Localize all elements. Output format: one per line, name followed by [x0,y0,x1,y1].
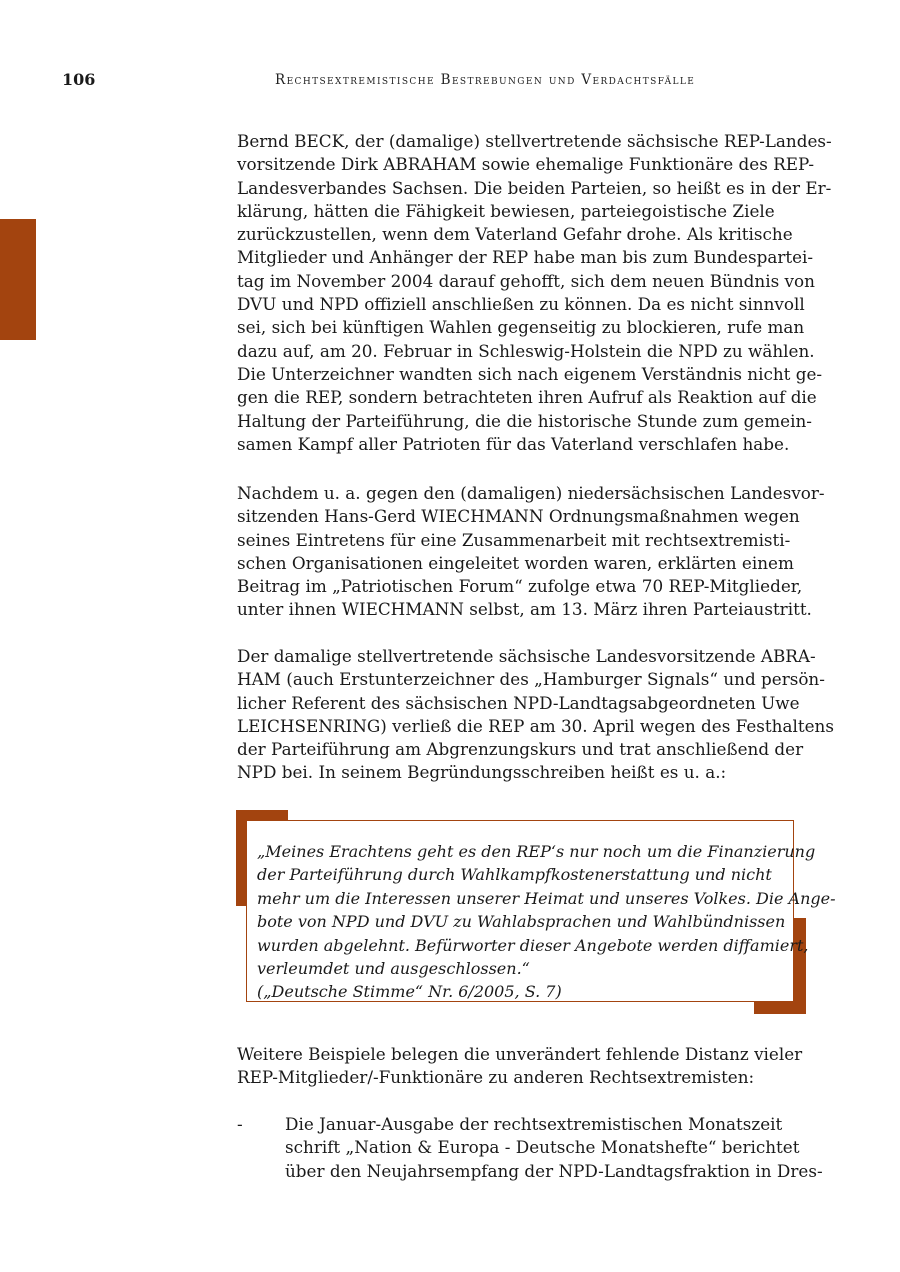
text-line: tag im November 2004 darauf gehofft, sich dem neuen Bündnis von [237,270,815,291]
paragraph-1 [237,130,832,456]
text-line: DVU und NPD offiziell anschließen zu können. Da es nicht sinnvoll [237,294,805,315]
text-line: Weitere Beispiele belegen die unverändert fehlende Distanz vieler [237,1044,803,1064]
text-line: unter ihnen WIECHMANN selbst, am 13. März ihren Parteiaustritt. [237,599,812,620]
page-number: 106 [62,70,96,89]
text-line: sitzenden Hans-Gerd WIECHMANN Ordnungsmaßnahmen wegen [237,506,800,527]
quote-line: verleumdet und ausgeschlossen.“ [257,959,530,979]
text-line: Der damalige stellvertretende sächsische Landesvorsitzende ABRA- [237,646,816,666]
paragraph-4 [237,1043,807,1090]
quote-text [257,840,836,1004]
text-line: HAM (auch Erstunterzeichner des „Hamburger Signals“ und persön- [237,669,825,690]
quote-line: mehr um die Interessen unserer Heimat und unseres Volkes. Die Ange- [257,888,836,908]
text-line: Bernd BECK, der (damalige) stellvertretende sächsische REP-Landes- [237,131,832,151]
quote-line: bote von NPD und DVU zu Wahlabsprachen und Wahlbündnissen [257,912,786,932]
text-line: vorsitzende Dirk ABRAHAM sowie ehemalige Funktionäre des REP- [237,154,815,175]
quote-line: wurden abgelehnt. Befürworter dieser Angebote werden diffamiert, [257,935,809,955]
quote-line: der Parteiführung durch Wahlkampfkostenerstattung und nicht [257,865,772,885]
text-line: seines Eintretens für eine Zusammenarbeit mit rechtsextremisti- [237,529,791,550]
text-line: LEICHSENRING) verließ die REP am 30. April wegen des Festhaltens [237,715,834,736]
text-line: Beitrag im „Patriotischen Forum“ zufolge etwa 70 REP-Mitglieder, [237,576,803,597]
quote-source: („Deutsche Stimme“ Nr. 6/2005, S. 7) [257,982,562,1002]
text-line: zurückzustellen, wenn dem Vaterland Gefahr drohe. Als kritische [237,224,793,245]
chapter-side-marker [0,219,36,340]
quote-line: „Meines Erachtens geht es den REP‘s nur noch um die Finanzierung [257,842,816,861]
list-item-text [285,1113,823,1183]
text-line: Mitglieder und Anhänger der REP habe man bis zum Bundespartei- [237,247,814,268]
text-line: NPD bei. In seinem Begründungsschreiben heißt es u. a.: [237,762,727,783]
text-line: schen Organisationen eingeleitet worden waren, erklärten einem [237,552,794,573]
text-line: schrift „Nation & Europa - Deutsche Monatshefte“ berichtet [285,1137,800,1158]
text-line: der Parteiführung am Abgrenzungskurs und trat anschließend der [237,739,804,760]
paragraph-2 [237,482,825,622]
paragraph-3 [237,645,834,785]
quote-box [246,820,836,1002]
text-line: dazu auf, am 20. Februar in Schleswig-Holstein die NPD zu wählen. [237,340,815,361]
quote-block [236,810,836,1014]
text-line: Nachdem u. a. gegen den (damaligen) niedersächsischen Landesvor- [237,483,825,503]
text-line: licher Referent des sächsischen NPD-Landtagsabgeordneten Uwe [237,692,800,713]
text-line: über den Neujahrsempfang der NPD-Landtagsfraktion in Dres- [285,1160,823,1181]
text-line: klärung, hätten die Fähigkeit bewiesen, parteiegoistische Ziele [237,200,775,221]
text-line: sei, sich bei künftigen Wahlen gegenseitig zu blockieren, rufe man [237,317,805,338]
text-line: REP-Mitglieder/-Funktionäre zu anderen Rechtsextremisten: [237,1067,755,1088]
text-line: gen die REP, sondern betrachteten ihren Aufruf als Reaktion auf die [237,387,817,408]
running-head: Rechtsextremistische Bestrebungen und Verdachtsfälle [275,72,696,88]
text-line: Haltung der Parteiführung, die die historische Stunde zum gemein- [237,410,812,431]
list-bullet: - [237,1114,243,1134]
text-line: Landesverbandes Sachsen. Die beiden Parteien, so heißt es in der Er- [237,177,832,198]
text-line: Die Unterzeichner wandten sich nach eigenem Verständnis nicht ge- [237,363,823,384]
text-line: Die Januar-Ausgabe der rechtsextremistischen Monatszeit [285,1114,783,1134]
text-line: samen Kampf aller Patrioten für das Vaterland verschlafen habe. [237,433,790,454]
